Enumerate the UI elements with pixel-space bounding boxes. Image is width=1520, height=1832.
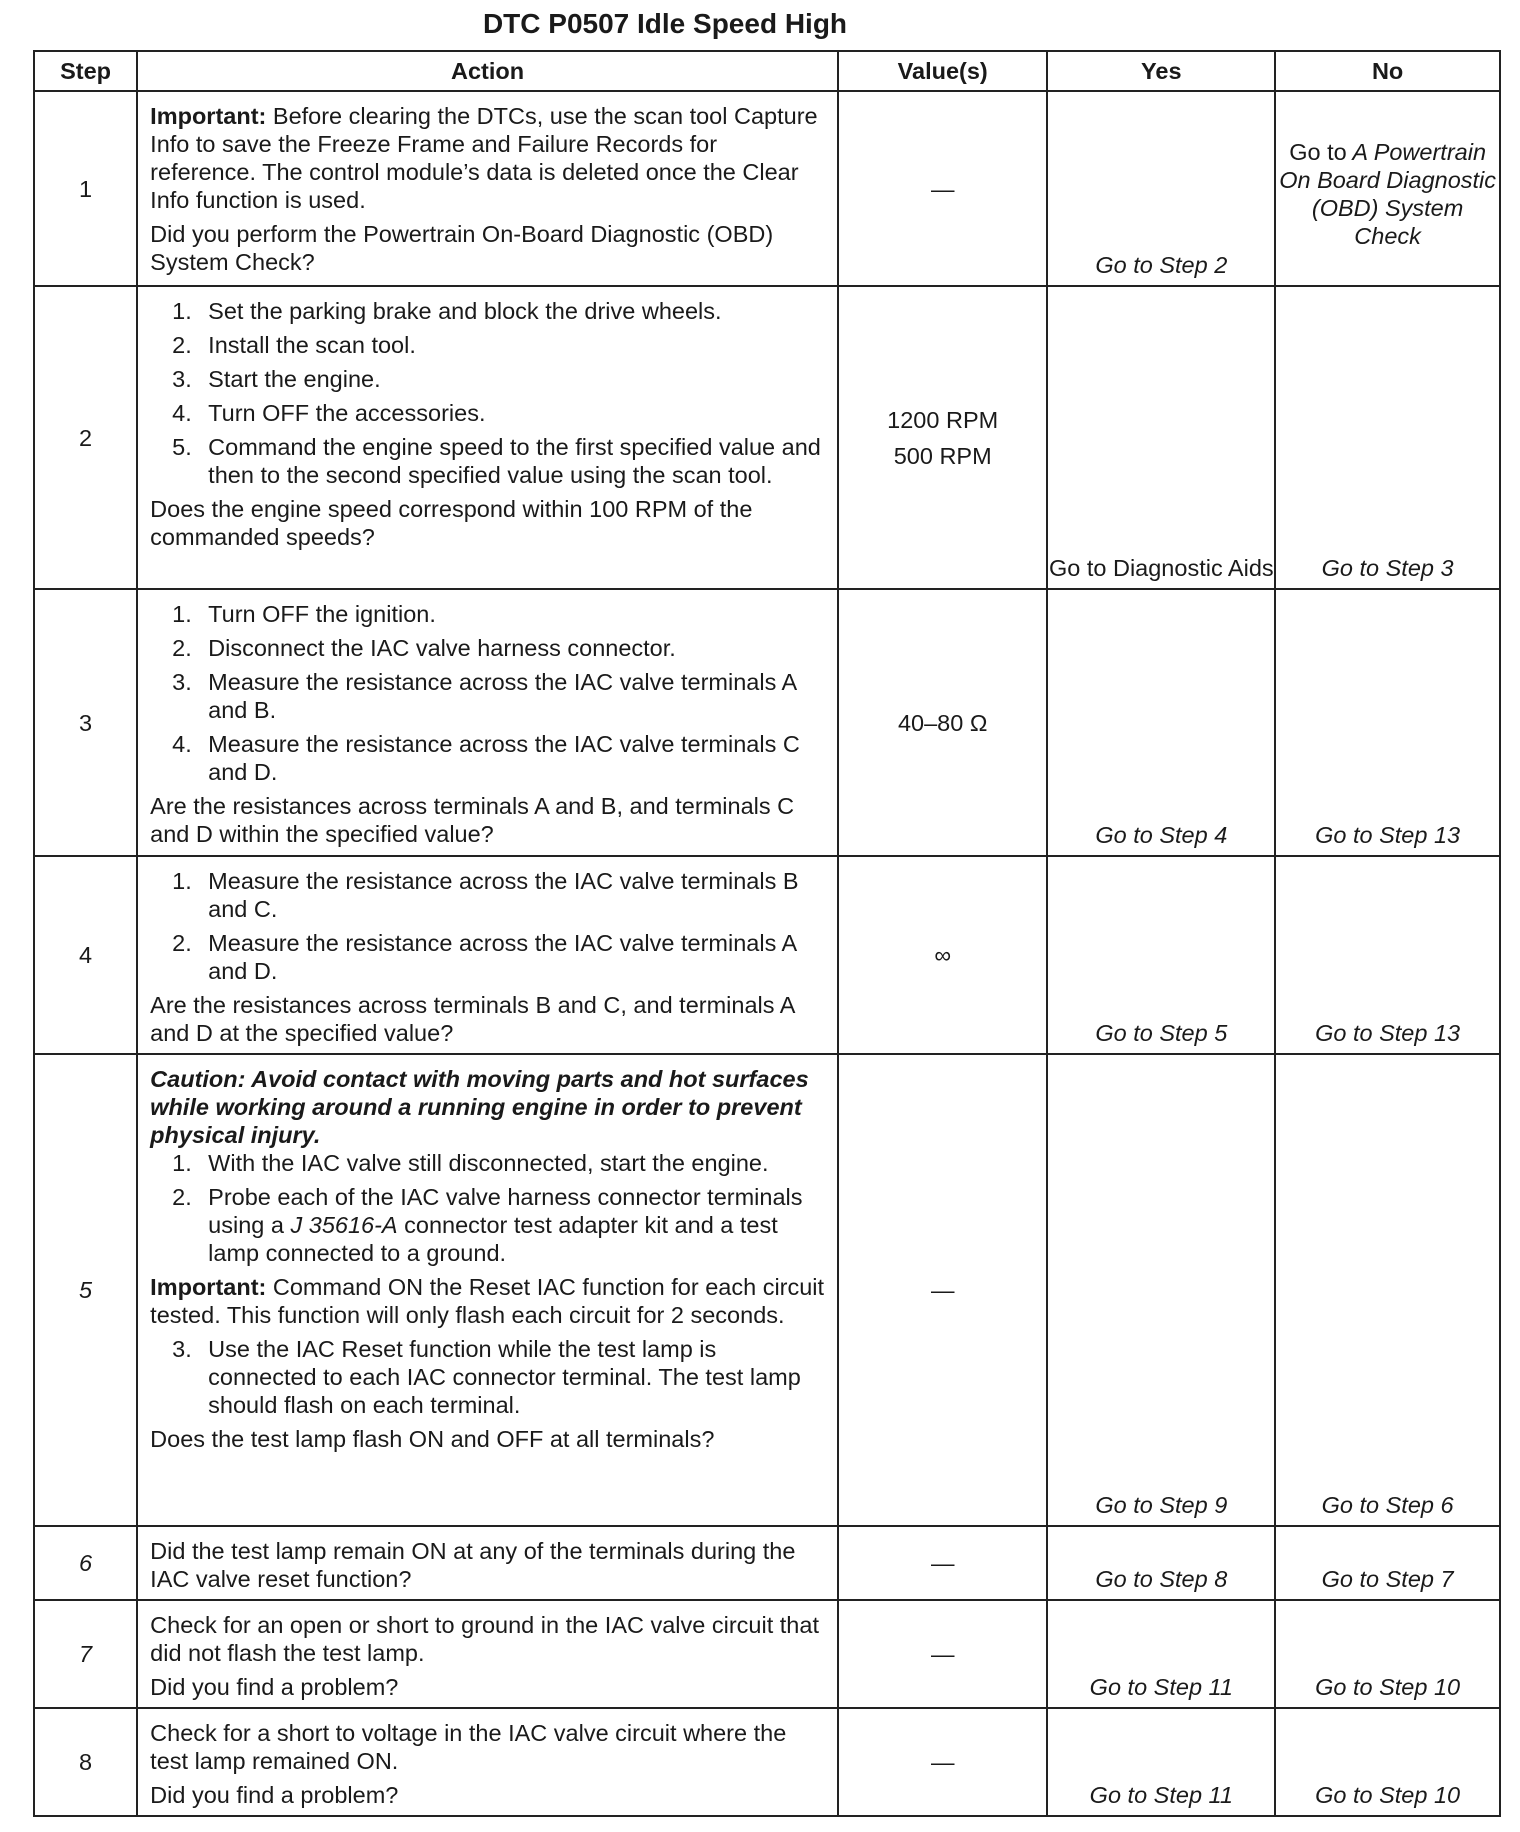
yes-cell: Go to Step 11 [1047,1600,1275,1708]
value-rpm-second: 500 RPM [893,442,992,469]
step-number: 2 [34,286,137,589]
important-text: Before clearing the DTCs, use the scan tool Capture Info to save the Freeze Frame and Failure Records for reference. The control module’s data is deleted once the Clear Info function is used. [150,103,818,213]
no-prefix: Go to [1289,139,1347,165]
header-step: Step [34,51,137,91]
header-yes: Yes [1047,51,1275,91]
value-cell: — [838,1708,1047,1816]
value-rpm-first: 1200 RPM [887,406,999,433]
action-cell [137,1526,838,1600]
header-no: No [1275,51,1500,91]
tool-number: J 35616-A [290,1212,398,1238]
step-number: 7 [34,1600,137,1708]
yes-cell: Go to Step 2 [1047,91,1275,286]
list-item: 4. Measure the resistance across the IAC valve terminals C and D. [172,731,800,785]
no-cell [1275,91,1500,286]
question-text: Does the engine speed correspond within 100 RPM of the commanded speeds? [150,496,753,550]
procedure-list [150,1149,827,1267]
action-cell [137,1600,838,1708]
step-number: 4 [34,856,137,1054]
yes-cell: Go to Step 4 [1047,589,1275,856]
question-text: Does the test lamp flash ON and OFF at all terminals? [150,1426,715,1452]
action-cell [137,856,838,1054]
instruction-text: Check for a short to voltage in the IAC valve circuit where the test lamp remained ON. [150,1720,787,1774]
value-cell: ∞ [838,856,1047,1054]
caution-note: Caution: Avoid contact with moving parts and hot surfaces while working around a running engine in order to prevent physical injury. [150,1066,809,1148]
procedure-list [150,297,827,489]
no-cell: Go to Step 3 [1275,286,1500,589]
table-row [34,856,1500,1054]
yes-cell: Go to Step 9 [1047,1054,1275,1526]
no-cell: Go to Step 10 [1275,1600,1500,1708]
list-item: 1. Turn OFF the ignition. [172,601,436,627]
page-title: DTC P0507 Idle Speed High [482,8,848,39]
important-label: Important: [150,1274,267,1300]
step-number: 6 [34,1526,137,1600]
value-cell: — [838,91,1047,286]
list-item: 2. Disconnect the IAC valve harness connector. [172,635,676,661]
value-cell: — [838,1526,1047,1600]
no-cell: Go to Step 7 [1275,1526,1500,1600]
instruction-text: Check for an open or short to ground in the IAC valve circuit that did not flash the test lamp. [150,1612,819,1666]
value-cell: — [838,1054,1047,1526]
list-item: 1. Set the parking brake and block the drive wheels. [172,298,722,324]
table-row [34,1600,1500,1708]
procedure-list [150,600,827,786]
list-item: 3. Measure the resistance across the IAC valve terminals A and B. [172,669,796,723]
action-cell [137,1054,838,1526]
important-text: Command ON the Reset IAC function for each circuit tested. This function will only flash each circuit for 2 seconds. [150,1274,825,1328]
action-cell [137,286,838,589]
table-row [34,91,1500,286]
list-item: 3. Use the IAC Reset function while the test lamp is connected to each IAC connector terminal. The test lamp should flash on each terminal. [172,1336,801,1418]
yes-cell: Go to Step 5 [1047,856,1275,1054]
list-item: 4. Turn OFF the accessories. [172,400,486,426]
header-row [34,51,1500,91]
list-item: 2. Install the scan tool. [172,332,416,358]
action-cell [137,1708,838,1816]
yes-cell: Go to Step 11 [1047,1708,1275,1816]
header-values: Value(s) [838,51,1047,91]
table-row [34,286,1500,589]
table-row [34,1054,1500,1526]
action-cell [137,91,838,286]
step-number: 5 [34,1054,137,1526]
question-text: Are the resistances across terminals A and B, and terminals C and D within the specified value? [150,793,795,847]
no-cell: Go to Step 13 [1275,589,1500,856]
question-text: Did you perform the Powertrain On-Board Diagnostic (OBD) System Check? [150,221,774,275]
question-text: Did you find a problem? [150,1782,399,1808]
list-item: 1. With the IAC valve still disconnected, start the engine. [172,1150,769,1176]
value-cell: — [838,1600,1047,1708]
value-cell: 40–80 Ω [838,589,1047,856]
important-label: Important: [150,103,267,129]
diagnostic-table [33,50,1501,1817]
no-cell: Go to Step 13 [1275,856,1500,1054]
list-item: 5. Command the engine speed to the first specified value and then to the second specified value using the scan tool. [172,434,821,488]
no-cell: Go to Step 10 [1275,1708,1500,1816]
yes-cell: Go to Step 8 [1047,1526,1275,1600]
question-text: Did you find a problem? [150,1674,399,1700]
header-action: Action [137,51,838,91]
table-row [34,589,1500,856]
important-note [150,1273,827,1329]
procedure-list [150,1335,827,1419]
question-text: Did the test lamp remain ON at any of the terminals during the IAC valve reset function? [150,1538,796,1592]
list-item: 2. Probe each of the IAC valve harness connector terminals using a J 35616-A connector test adapter kit and a test lamp connected to a ground. [172,1184,803,1266]
table-row [34,1526,1500,1600]
yes-cell: Go to Diagnostic Aids [1047,286,1275,589]
step-number: 1 [34,91,137,286]
step-number: 8 [34,1708,137,1816]
important-note [150,102,827,214]
action-cell [137,589,838,856]
list-item: 2. Measure the resistance across the IAC valve terminals A and D. [172,930,796,984]
step-number: 3 [34,589,137,856]
question-text: Are the resistances across terminals B and C, and terminals A and D at the specified value? [150,992,795,1046]
procedure-list [150,867,827,985]
table-row [34,1708,1500,1816]
value-cell [838,286,1047,589]
no-link-text: A Powertrain On Board Diagnostic (OBD) System Check [1279,139,1497,249]
list-item: 1. Measure the resistance across the IAC valve terminals B and C. [172,868,799,922]
no-cell: Go to Step 6 [1275,1054,1500,1526]
list-item: 3. Start the engine. [172,366,381,392]
